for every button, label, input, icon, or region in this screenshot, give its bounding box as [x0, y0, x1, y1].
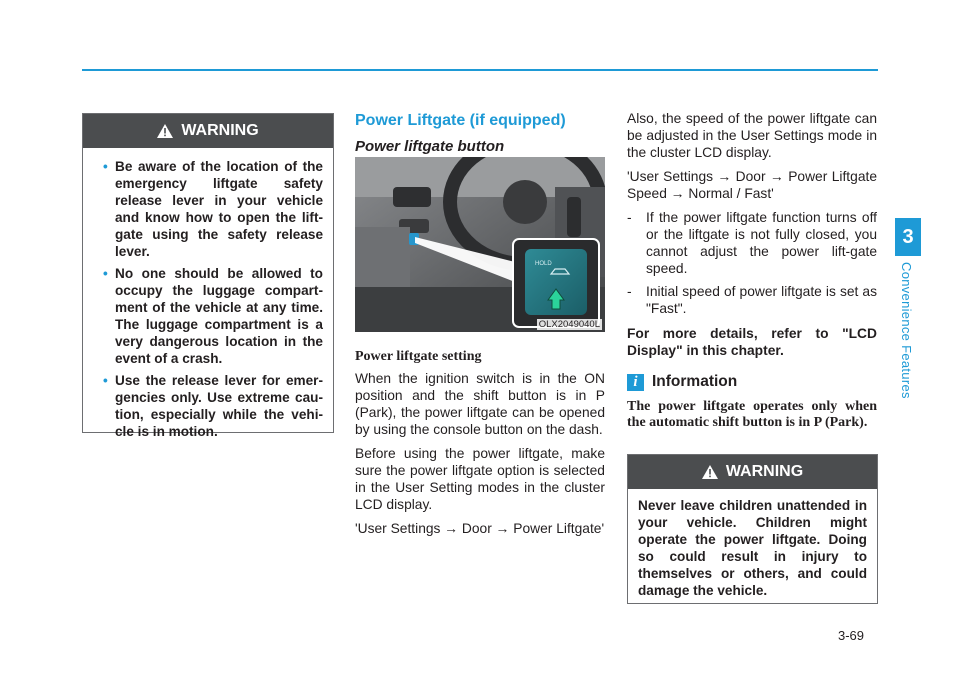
warning-list-left [83, 148, 333, 457]
warning-triangle-icon [157, 124, 173, 138]
dash-list-item: - Initial speed of power liftgate is set as "Fast". [627, 284, 877, 316]
body-paragraph: Also, the speed of the power liftgate can be adjusted in the User Settings mode in the cluster LCD display. [627, 111, 877, 160]
middle-column-body [355, 349, 605, 544]
refer-note: For more details, refer to "LCD Display" in this chapter. [627, 326, 877, 358]
subsection-title: Power liftgate button [355, 138, 505, 155]
top-rule [82, 69, 878, 71]
middle-column-top [355, 112, 605, 155]
warning-header-left [83, 114, 333, 148]
warning-item: • Use the release lever for emer-gencies only. Use extreme cau-tion, especially while the vehi-cle is in motion. [103, 372, 323, 440]
information-text: The power liftgate operates only when the automatic shift button is in P (Park). [627, 399, 877, 430]
information-header [627, 373, 877, 391]
warning-box-left [82, 113, 334, 439]
dash-list-item: - If the power liftgate function turns off or the liftgate is not fully closed, you cannot adjust the power lift-gate speed. [627, 210, 877, 276]
section-title: Power Liftgate (if equipped) [355, 112, 566, 129]
setting-title: Power liftgate setting [355, 349, 482, 364]
chapter-title: Convenience Features [899, 262, 914, 399]
warning-text-right: Never leave children unattended in your vehicle. Children might operate the power liftgate. Doing so could result in injury to themselves or others, and could damage the vehicle. [638, 498, 867, 598]
warning-box-right [627, 454, 878, 604]
warning-triangle-icon [702, 465, 718, 479]
settings-path: 'User Settings → Door → Power Liftgate Speed → Normal / Fast' [627, 169, 877, 201]
body-paragraph: When the ignition switch is in the ON position and the shift button is in P (Park), the power liftgate can be opened by using the console button on the dash. [355, 371, 605, 437]
dashboard-illustration [355, 157, 605, 332]
settings-path: 'User Settings → Door → Power Liftgate' [355, 521, 605, 536]
dash-item-text: If the power liftgate function turns off or the liftgate is not fully closed, you cannot adjust the power lift-gate speed. [646, 210, 877, 276]
chapter-number: 3 [902, 225, 914, 248]
information-icon: i [627, 374, 644, 391]
page-number: 3-69 [838, 628, 865, 643]
liftgate-button-photo [355, 157, 605, 332]
dash-item-text: Initial speed of power liftgate is set as "Fast". [646, 284, 877, 316]
warning-title-left: WARNING [181, 122, 259, 139]
right-column [627, 110, 877, 431]
information-title: Information [652, 373, 738, 390]
button-hold-label: HOLD [535, 261, 552, 267]
warning-header-right [628, 455, 877, 489]
warning-title-right: WARNING [725, 463, 804, 480]
warning-item: • Be aware of the location of the emergency liftgate safety release lever in your vehicle and know how to open the lift-gate using the safety release lever. [103, 158, 323, 260]
chapter-number-tab [895, 218, 921, 256]
figure-caption: OLX2049040L [538, 319, 600, 330]
warning-item: • No one should be allowed to occupy the luggage compart-ment of the vehicle at any time. The luggage compartment is a very dangerous location in the event of a crash. [103, 265, 323, 367]
body-paragraph: Before using the power liftgate, make sure the power liftgate option is selected in the User Setting modes in the cluster LCD display. [355, 446, 605, 512]
